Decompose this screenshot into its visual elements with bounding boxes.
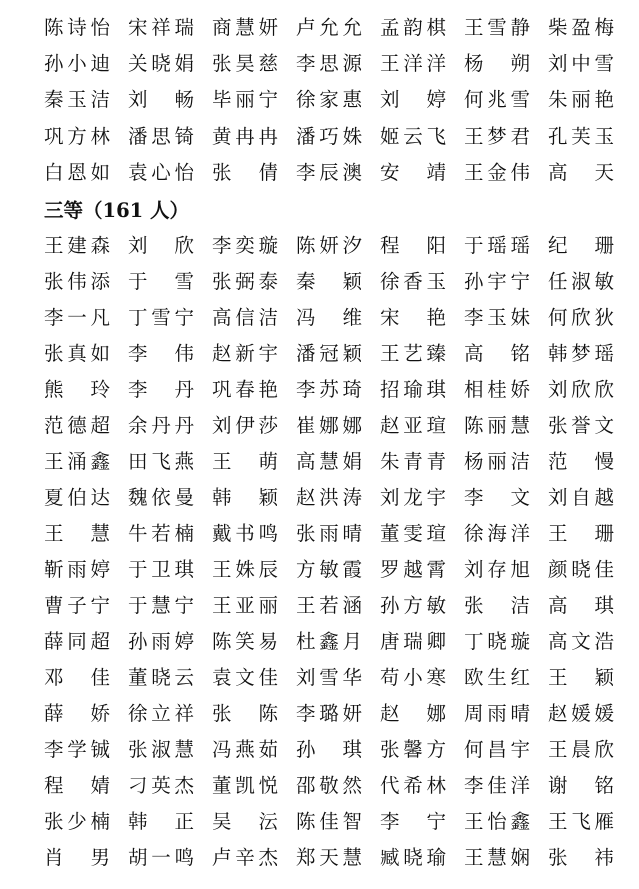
person-name: 招 瑜 琪 [380,378,446,401]
person-name: 唐 瑞 卿 [380,630,446,653]
person-name: 李 伟 [128,342,194,365]
person-name: 欧 生 红 [464,666,530,689]
name-row [0,155,639,191]
person-name: 张 少 楠 [44,810,110,833]
person-name: 巩 方 林 [44,124,110,148]
person-name: 崔 娜 娜 [296,414,362,437]
person-name: 何 兆 雪 [464,88,530,112]
person-name: 白 恩 如 [44,160,110,184]
person-name: 韩 梦 瑶 [548,342,614,365]
person-name: 黄 冉 冉 [212,124,278,148]
person-name: 董 凯 悦 [212,774,278,797]
person-name: 王 姝 辰 [212,558,278,581]
person-name: 王 飞 雁 [548,810,614,833]
person-name: 何 欣 狄 [548,306,614,329]
name-row [0,228,639,264]
person-name: 卢 允 允 [296,16,362,39]
name-row [0,444,639,480]
person-name: 冯 燕 茹 [212,738,278,761]
person-name: 孙 宇 宁 [464,270,530,293]
person-name: 赵 洪 涛 [296,486,362,509]
person-name: 陈 诗 怡 [44,16,110,39]
name-row [0,624,639,660]
person-name: 方 敏 霞 [296,558,362,581]
person-name: 徐 海 洋 [464,522,530,545]
person-name: 赵 娜 [380,702,446,725]
person-name: 刘 存 旭 [464,558,530,581]
person-name: 王 怡 鑫 [464,810,530,833]
name-row [0,408,639,444]
person-name: 张 淑 慧 [128,738,194,761]
person-name: 王 珊 [548,522,614,545]
person-name: 陈 妍 汐 [296,234,362,257]
person-name: 刘 婷 [380,88,446,112]
person-name: 罗 越 霄 [380,558,446,581]
person-name: 柴 盈 梅 [548,16,614,39]
person-name: 李 璐 妍 [296,702,362,725]
person-name: 李 宁 [380,810,446,833]
name-row [0,732,639,768]
name-row [0,588,639,624]
person-name: 孟 韵 棋 [380,16,446,39]
person-name: 王 晨 欣 [548,738,614,761]
person-name: 杨 朔 [464,52,530,76]
person-name: 余 丹 丹 [128,414,194,437]
name-row [0,480,639,516]
person-name: 刘 欣 欣 [548,378,614,401]
person-name: 刁 英 杰 [128,774,194,797]
person-name: 韩 正 [128,810,194,833]
person-name: 李 苏 琦 [296,378,362,401]
person-name: 薛 同 超 [44,630,110,653]
person-name: 戴 书 鸣 [212,522,278,545]
person-name: 张 雨 晴 [296,522,362,545]
person-name: 高 信 洁 [212,306,278,329]
person-name: 王 金 伟 [464,160,530,184]
person-name: 袁 心 怡 [128,160,194,184]
person-name: 熊 玲 [44,378,110,401]
name-row [0,768,639,804]
person-name: 孙 小 迪 [44,52,110,76]
person-name: 程 婧 [44,774,110,797]
person-name: 赵 新 宇 [212,342,278,365]
person-name: 李 一 凡 [44,306,110,329]
name-row [0,840,639,876]
person-name: 孙 方 敏 [380,594,446,617]
person-name: 张 陈 [212,702,278,725]
person-name: 巩 春 艳 [212,378,278,401]
person-name: 宋 艳 [380,306,446,329]
person-name: 于 卫 琪 [128,558,194,581]
person-name: 毕 丽 宁 [212,88,278,112]
person-name: 周 雨 晴 [464,702,530,725]
name-row [0,46,639,82]
person-name: 姬 云 飞 [380,124,446,148]
name-row [0,696,639,732]
person-name: 于 雪 [128,270,194,293]
person-name: 张 弼 泰 [212,270,278,293]
person-name: 郑 天 慧 [296,846,362,869]
person-name: 冯 维 [296,306,362,329]
person-name: 孙 琪 [296,738,362,761]
person-name: 徐 家 惠 [296,88,362,112]
person-name: 秦 玉 洁 [44,88,110,112]
person-name: 王 艺 臻 [380,342,446,365]
person-name: 吴 沄 [212,810,278,833]
person-name: 高 慧 娟 [296,450,362,473]
person-name: 高 琪 [548,594,614,617]
person-name: 宋 祥 瑞 [128,16,194,39]
person-name: 张 倩 [212,160,278,184]
person-name: 王 萌 [212,450,278,473]
person-name: 臧 晓 瑜 [380,846,446,869]
person-name: 肖 男 [44,846,110,869]
person-name: 张 祎 [548,846,614,869]
person-name: 程 阳 [380,234,446,257]
person-name: 魏 依 曼 [128,486,194,509]
person-name: 于 瑶 瑶 [464,234,530,257]
person-name: 牛 若 楠 [128,522,194,545]
person-name: 朱 丽 艳 [548,88,614,112]
person-name: 刘 欣 [128,234,194,257]
person-name: 张 昊 慈 [212,52,278,76]
person-name: 李 佳 洋 [464,774,530,797]
name-row [0,300,639,336]
person-name: 韩 颖 [212,486,278,509]
person-name: 潘 思 锜 [128,124,194,148]
person-name: 朱 青 青 [380,450,446,473]
person-name: 赵 媛 媛 [548,702,614,725]
person-name: 高 天 [548,160,614,184]
person-name: 王 雪 静 [464,16,530,39]
person-name: 王 慧 娴 [464,846,530,869]
person-name: 谢 铭 [548,774,614,797]
person-name: 王 涌 鑫 [44,450,110,473]
person-name: 袁 文 佳 [212,666,278,689]
person-name: 胡 一 鸣 [128,846,194,869]
name-row [0,119,639,155]
name-row [0,82,639,118]
person-name: 潘 巧 姝 [296,124,362,148]
name-row [0,10,639,46]
person-name: 潘 冠 颖 [296,342,362,365]
person-name: 李 玉 妹 [464,306,530,329]
person-name: 王 建 森 [44,234,110,257]
person-name: 李 思 源 [296,52,362,76]
person-name: 刘 龙 宇 [380,486,446,509]
person-name: 高 文 浩 [548,630,614,653]
person-name: 董 晓 云 [128,666,194,689]
person-name: 王 梦 君 [464,124,530,148]
person-name: 张 真 如 [44,342,110,365]
person-name: 王 若 涵 [296,594,362,617]
person-name: 靳 雨 婷 [44,558,110,581]
person-name: 何 昌 宇 [464,738,530,761]
person-name: 关 晓 娟 [128,52,194,76]
person-name: 代 希 林 [380,774,446,797]
person-name: 范 德 超 [44,414,110,437]
person-name: 卢 辛 杰 [212,846,278,869]
person-name: 邵 敬 然 [296,774,362,797]
person-name: 李 文 [464,486,530,509]
person-name: 张 伟 添 [44,270,110,293]
name-row [0,804,639,840]
person-name: 相 桂 娇 [464,378,530,401]
person-name: 陈 丽 慧 [464,414,530,437]
person-name: 王 慧 [44,522,110,545]
person-name: 曹 子 宁 [44,594,110,617]
person-name: 徐 立 祥 [128,702,194,725]
person-name: 秦 颖 [296,270,362,293]
person-name: 刘 畅 [128,88,194,112]
person-name: 张 洁 [464,594,530,617]
person-name: 丁 晓 璇 [464,630,530,653]
name-row [0,660,639,696]
person-name: 田 飞 燕 [128,450,194,473]
person-name: 张 馨 方 [380,738,446,761]
section-heading-third-prize: 三等（161 人） [44,199,189,222]
person-name: 颜 晓 佳 [548,558,614,581]
person-name: 王 洋 洋 [380,52,446,76]
person-name: 薛 娇 [44,702,110,725]
person-name: 商 慧 妍 [212,16,278,39]
person-name: 苟 小 寒 [380,666,446,689]
person-name: 刘 雪 华 [296,666,362,689]
person-name: 陈 笑 易 [212,630,278,653]
person-name: 于 慧 宁 [128,594,194,617]
person-name: 李 学 铖 [44,738,110,761]
person-name: 范 慢 [548,450,614,473]
name-row [0,372,639,408]
person-name: 纪 珊 [548,234,614,257]
person-name: 杨 丽 洁 [464,450,530,473]
person-name: 邓 佳 [44,666,110,689]
person-name: 杜 鑫 月 [296,630,362,653]
name-row [0,516,639,552]
person-name: 王 颖 [548,666,614,689]
person-name: 李 奕 璇 [212,234,278,257]
person-name: 李 辰 澳 [296,160,362,184]
person-name: 李 丹 [128,378,194,401]
person-name: 夏 伯 达 [44,486,110,509]
person-name: 丁 雪 宁 [128,306,194,329]
person-name: 孙 雨 婷 [128,630,194,653]
name-row [0,552,639,588]
person-name: 王 亚 丽 [212,594,278,617]
person-name: 刘 中 雪 [548,52,614,76]
person-name: 赵 亚 瑄 [380,414,446,437]
name-row [0,336,639,372]
person-name: 安 靖 [380,160,446,184]
person-name: 刘 伊 莎 [212,414,278,437]
person-name: 孔 芙 玉 [548,124,614,148]
person-name: 高 铭 [464,342,530,365]
person-name: 刘 自 越 [548,486,614,509]
person-name: 张 誉 文 [548,414,614,437]
person-name: 陈 佳 智 [296,810,362,833]
person-name: 董 雯 瑄 [380,522,446,545]
person-name: 徐 香 玉 [380,270,446,293]
name-row [0,264,639,300]
person-name: 任 淑 敏 [548,270,614,293]
